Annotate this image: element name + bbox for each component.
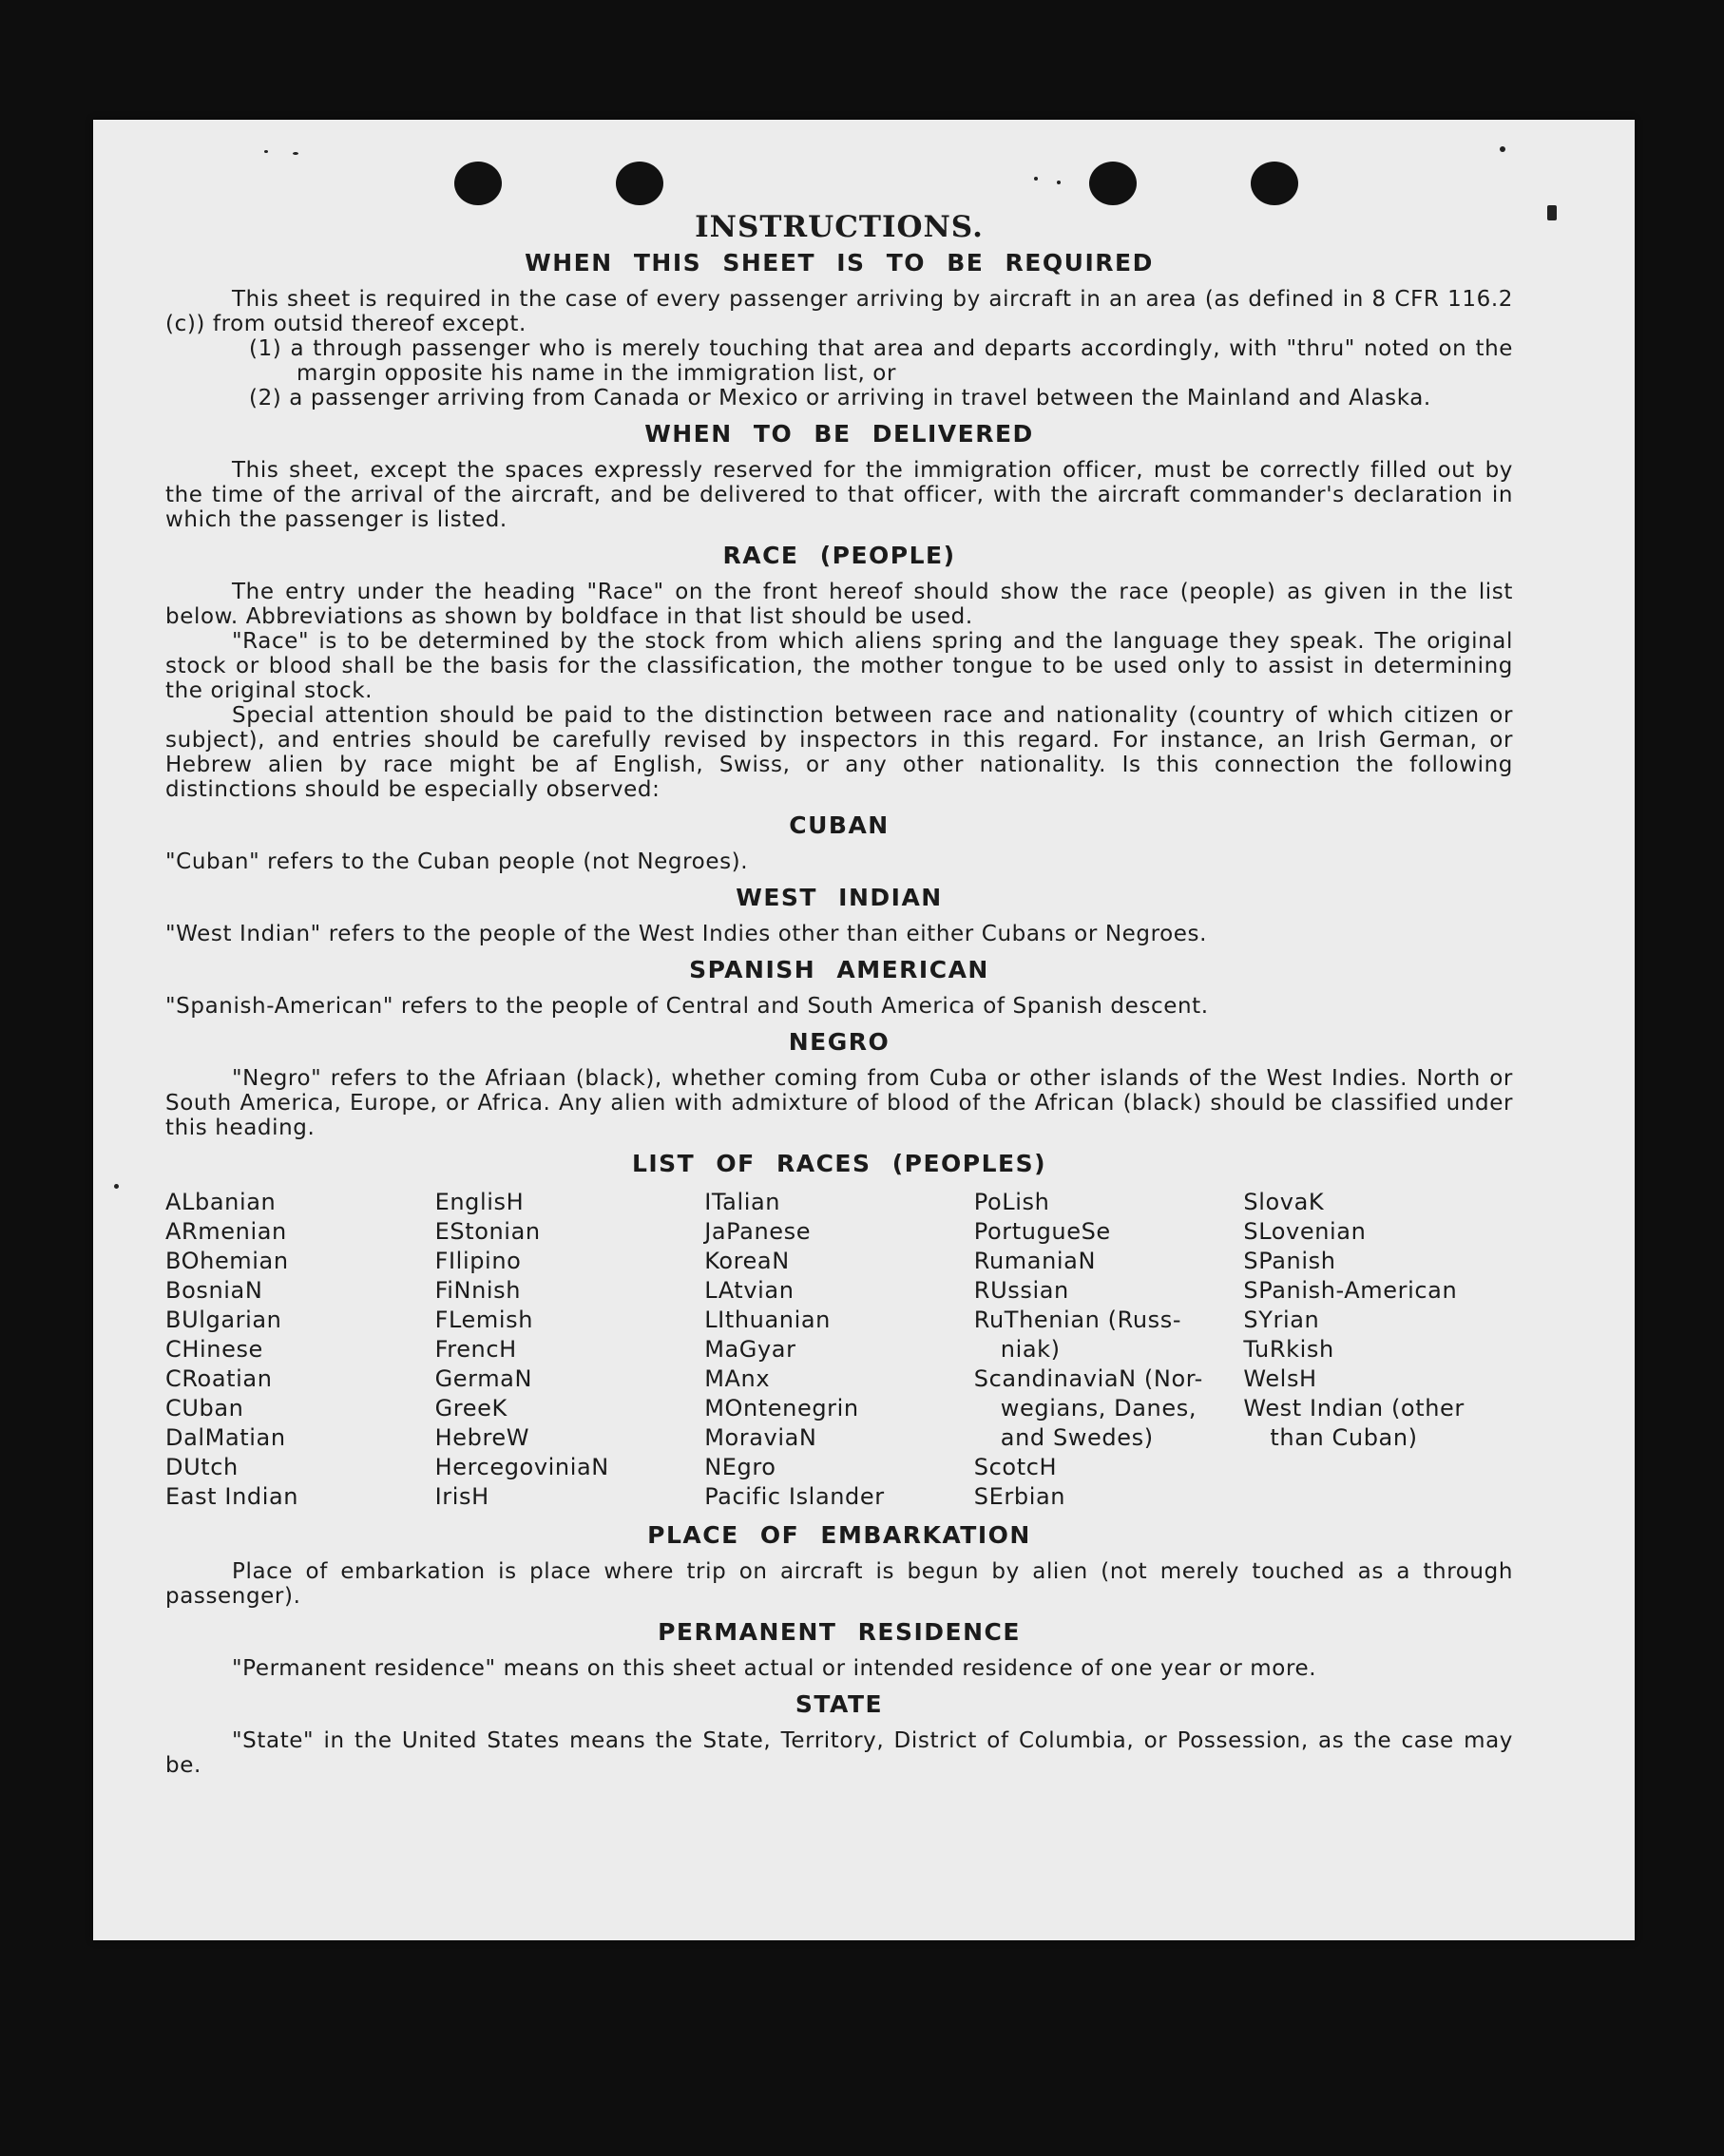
paragraph: This sheet, except the spaces expressly reserved for the immigration officer, must be correctly filled out by the time of the arrival of the aircraft, and be delivered to that officer, with the aircraft commander's declaration in which the passenger is listed. [165,458,1513,532]
race-column [1243,1188,1513,1512]
race-entry: WelsH [1243,1365,1317,1392]
race-column [704,1188,974,1512]
section-delivered [165,420,1513,532]
paragraph: "West Indian" refers to the people of the West Indies other than either Cubans or Negroes. [165,922,1208,946]
race-list-grid [165,1188,1513,1512]
paragraph: "Race" is to be determined by the stock from which aliens spring and the language they speak. The original stock or blood shall be the basis for the classification, the mother tongue to be used only to assist in determining the original stock. [165,629,1513,703]
paragraph: The entry under the heading "Race" on the front hereof should show the race (people) as given in the list below. Abbreviations as shown by boldface in that list should be used. [165,580,1513,629]
race-entry: ScandinaviaN (Nor- [973,1365,1203,1392]
race-entry: and Swedes) [1000,1424,1154,1451]
speck-mark [114,1184,119,1189]
race-entry: BOhemian [165,1248,289,1274]
race-entry: CUban [165,1395,244,1421]
race-entry: FiNnish [434,1277,522,1304]
section-spanish-american [165,956,1513,1019]
race-entry: RUssian [973,1277,1069,1304]
speck-mark [1034,177,1038,181]
section-heading: STATE [795,1690,884,1718]
race-entry: MaGyar [704,1336,796,1363]
race-entry: NEgro [704,1454,776,1480]
punch-hole [454,162,502,205]
race-entry: BosniaN [165,1277,263,1304]
section-heading: NEGRO [788,1028,891,1056]
race-entry: PortugueSe [973,1218,1111,1245]
section-race-list [165,1150,1513,1512]
race-entry: FrencH [434,1336,517,1363]
page-title: INSTRUCTIONS. [695,210,984,244]
section-heading: SPANISH AMERICAN [689,956,989,983]
race-entry: ScotcH [973,1454,1058,1480]
punch-hole [1089,162,1137,205]
section-heading: PERMANENT RESIDENCE [658,1618,1021,1646]
race-entry: FIlipino [434,1248,522,1274]
punch-hole [1251,162,1298,205]
section-race [165,542,1513,802]
section-heading: CUBAN [789,811,890,839]
punch-hole [616,162,663,205]
section-permanent-residence [165,1618,1513,1681]
race-entry: Pacific Islander [704,1483,885,1510]
race-entry: MAnx [704,1365,771,1392]
speck-mark [1500,146,1505,152]
list-item: (1) a through passenger who is merely touching that area and departs accordingly, with "thru" noted on the margin opposite his name in the immigration list, or [249,336,1513,386]
race-entry: FLemish [434,1307,534,1333]
document-sheet [93,120,1635,1940]
race-entry: ALbanian [165,1189,277,1215]
race-entry: niak) [1000,1336,1061,1363]
race-entry: PoLish [973,1189,1050,1215]
race-entry: LIthuanian [704,1307,831,1333]
paragraph: "Negro" refers to the Afriaan (black), whether coming from Cuba or other islands of the West Indies. North or South America, Europe, or Africa. Any alien with admixture of blood of the African (black) should be classified under this heading. [165,1066,1513,1140]
race-entry: EStonian [434,1218,541,1245]
instructions-content [165,210,1513,1778]
section-heading: RACE (PEOPLE) [722,542,956,569]
section-heading: LIST OF RACES (PEOPLES) [631,1150,1047,1177]
section-embarkation [165,1521,1513,1609]
paragraph: Place of embarkation is place where trip on aircraft is begun by alien (not merely touched as a through passenger). [165,1559,1513,1609]
race-entry: JaPanese [704,1218,812,1245]
race-entry: ITalian [704,1189,781,1215]
list-item: (2) a passenger arriving from Canada or Mexico or arriving in travel between the Mainland and Alaska. [249,386,1431,410]
paragraph: This sheet is required in the case of every passenger arriving by aircraft in an area (as defined in 8 CFR 116.2 (c)) from outsid thereof except. [165,287,1513,336]
race-entry: CRoatian [165,1365,273,1392]
paragraph: "Cuban" refers to the Cuban people (not Negroes). [165,849,749,874]
race-entry: SYrian [1243,1307,1320,1333]
race-entry: DUtch [165,1454,239,1480]
speck-mark [264,150,268,153]
section-heading: WEST INDIAN [736,884,943,911]
race-entry: SPanish [1243,1248,1336,1274]
race-entry: West Indian (other [1243,1395,1465,1421]
section-state [165,1690,1513,1778]
section-cuban [165,811,1513,874]
race-entry: EnglisH [434,1189,525,1215]
race-entry: DalMatian [165,1424,286,1451]
section-heading: PLACE OF EMBARKATION [647,1521,1031,1549]
race-entry: SErbian [973,1483,1066,1510]
paragraph: Special attention should be paid to the distinction between race and nationality (country of which citizen or subject), and entries should be carefully revised by inspectors in this regard. For instance, an Irish German, or Hebrew alien by race might be af English, Swiss, or any other nationality. Is this connection the following distinctions should be especially observed: [165,703,1513,802]
section-heading: WHEN THIS SHEET IS TO BE REQUIRED [525,249,1154,277]
speck-mark [293,152,298,155]
race-entry: MoraviaN [704,1424,817,1451]
race-entry: CHinese [165,1336,263,1363]
section-negro [165,1028,1513,1140]
race-entry: KoreaN [704,1248,790,1274]
race-entry: East Indian [165,1483,299,1510]
speck-mark [1057,181,1061,184]
race-entry: wegians, Danes, [1000,1395,1197,1421]
race-entry: RuThenian (Russ- [973,1307,1182,1333]
race-entry: LAtvian [704,1277,795,1304]
race-entry: SlovaK [1243,1189,1325,1215]
race-entry: than Cuban) [1270,1424,1418,1451]
race-entry: IrisH [434,1483,489,1510]
section-required [165,249,1513,410]
race-entry: HercegoviniaN [434,1454,609,1480]
paragraph: "Spanish-American" refers to the people of Central and South America of Spanish descent. [165,994,1209,1019]
paragraph: "State" in the United States means the State, Territory, District of Columbia, or Possession, as the case may be. [165,1728,1513,1778]
race-entry: HebreW [434,1424,530,1451]
section-west-indian [165,884,1513,946]
race-entry: SPanish-American [1243,1277,1458,1304]
paragraph: "Permanent residence" means on this sheet actual or intended residence of one year or more. [232,1656,1317,1681]
race-entry: SLovenian [1243,1218,1367,1245]
race-entry: GreeK [434,1395,508,1421]
race-column [435,1188,705,1512]
race-column [165,1188,435,1512]
race-entry: BUlgarian [165,1307,282,1333]
race-entry: MOntenegrin [704,1395,859,1421]
section-heading: WHEN TO BE DELIVERED [644,420,1034,448]
race-entry: RumaniaN [973,1248,1097,1274]
race-entry: GermaN [434,1365,533,1392]
race-entry: TuRkish [1243,1336,1334,1363]
speck-mark [1547,205,1557,220]
race-column [974,1188,1244,1512]
race-entry: ARmenian [165,1218,287,1245]
